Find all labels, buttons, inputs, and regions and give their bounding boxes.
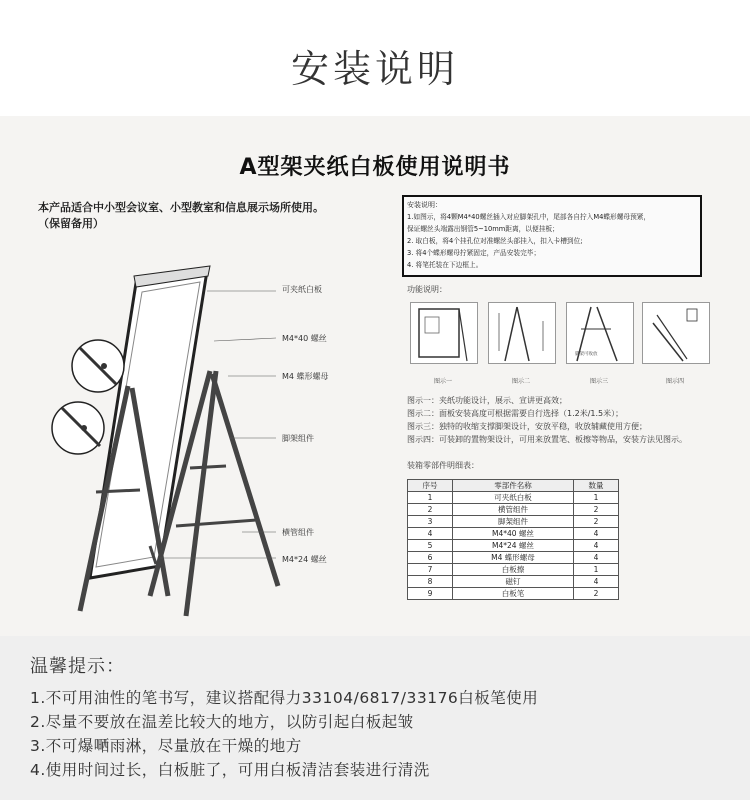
function-desc: 图示一：夹纸功能设计，展示、宣讲更高效； [407, 396, 567, 405]
install-step: 保证螺丝头端露出钢管5~10mm距离，以便挂板； [407, 225, 559, 233]
parts-cell: M4*40 螺丝 [453, 528, 574, 540]
figure-caption: 图示一 [433, 378, 452, 385]
parts-cell: 2 [574, 516, 619, 528]
parts-cell: M4 蝶形螺母 [453, 552, 574, 564]
install-steps-box [402, 195, 702, 277]
parts-cell: 4 [408, 528, 453, 540]
figure-3-thumbnail [566, 302, 634, 364]
height-adjust-icon [489, 303, 555, 363]
parts-cell: 1 [574, 492, 619, 504]
label-board: 可夹纸白板 [282, 285, 322, 294]
parts-row [408, 540, 619, 552]
parts-cell: 脚架组件 [453, 516, 574, 528]
label-crossbar: 横管组件 [282, 528, 314, 537]
parts-cell: 8 [408, 576, 453, 588]
parts-cell: 白板笔 [453, 588, 574, 600]
parts-cell: 1 [408, 492, 453, 504]
parts-cell: 7 [408, 564, 453, 576]
figure-caption: 图示四 [665, 378, 684, 385]
install-step: 4. 将笔托装在下边框上。 [407, 261, 483, 269]
parts-cell: 4 [574, 528, 619, 540]
manual-title: A型架夹纸白板使用说明书 [239, 155, 511, 180]
install-title: 安装说明： [407, 201, 442, 209]
page-header [0, 0, 750, 116]
figure-3-note: 脚架可收放 [575, 352, 598, 357]
page-title: 安装说明 [290, 47, 459, 91]
parts-row [408, 564, 619, 576]
parts-row [408, 516, 619, 528]
function-descriptions [407, 394, 687, 446]
tray-icon [643, 303, 709, 363]
figure-caption: 图示三 [589, 378, 608, 385]
intro-line: 本产品适合中小型会议室、小型教室和信息展示场所使用。 [38, 201, 324, 214]
label-screw-24: M4*24 螺丝 [282, 555, 327, 564]
function-desc: 图示三：独特的收缩支撑脚架设计，安放平稳，收放辅藏使用方便； [407, 422, 647, 431]
function-label: 功能说明： [407, 285, 447, 294]
parts-cell: 3 [408, 516, 453, 528]
parts-row [408, 504, 619, 516]
parts-cell: 9 [408, 588, 453, 600]
install-step: 2. 取白板，将4个挂孔位对准螺丝头部挂入，扣入卡槽到位; [407, 237, 583, 245]
parts-cell: 4 [574, 576, 619, 588]
intro-note: （保留备用） [38, 217, 104, 230]
whiteboard-drawing [90, 266, 210, 578]
parts-table [407, 479, 619, 600]
label-screw-40: M4*40 螺丝 [282, 334, 327, 343]
tip-item: 1.不可用油性的笔书写，建议搭配得力33104/6817/33176白板笔使用 [30, 689, 539, 707]
tip-item: 3.不可爆嗮雨淋，尽量放在干燥的地方 [30, 737, 302, 755]
tip-item: 2.尽量不要放在温差比较大的地方，以防引起白板起皱 [30, 713, 414, 731]
parts-cell: M4*24 螺丝 [453, 540, 574, 552]
parts-cell: 5 [408, 540, 453, 552]
parts-cell: 2 [574, 588, 619, 600]
install-step: 3. 将4个蝶形螺母拧紧固定，产品安装完毕； [407, 249, 541, 257]
parts-cell: 2 [574, 504, 619, 516]
parts-row [408, 552, 619, 564]
parts-row [408, 528, 619, 540]
figure-2-thumbnail [488, 302, 556, 364]
parts-cell: 2 [408, 504, 453, 516]
label-leg-assembly: 脚架组件 [282, 434, 314, 443]
label-wing-nut: M4 蝶形螺母 [282, 372, 329, 381]
header-cell: 数量 [574, 480, 619, 492]
parts-cell: 白板擦 [453, 564, 574, 576]
easel-diagram [0, 116, 400, 636]
board-sketch-icon [411, 303, 477, 363]
function-desc: 图示四：可装卸的置物架设计，可用来放置笔、板擦等物品，安装方法见图示。 [407, 435, 687, 444]
header-cell: 零部件名称 [453, 480, 574, 492]
figure-4-thumbnail [642, 302, 710, 364]
parts-label: 装箱零部件明细表： [407, 461, 479, 470]
parts-row [408, 576, 619, 588]
tips-section [0, 636, 750, 800]
parts-cell: 横管组件 [453, 504, 574, 516]
parts-cell: 6 [408, 552, 453, 564]
install-step: 1.如图示，将4颗M4*40螺丝插入对应脚架孔中，尾部各自拧入M4蝶形螺母预紧， [407, 213, 651, 221]
tip-item: 4.使用时间过长，白板脏了，可用白板清洁套装进行清洗 [30, 761, 430, 779]
figure-caption: 图示二 [511, 378, 530, 385]
parts-cell: 1 [574, 564, 619, 576]
parts-cell: 4 [574, 540, 619, 552]
function-desc: 图示二：面板安装高度可根据需要自行选择（1.2米/1.5米）； [407, 409, 624, 418]
tips-title: 温馨提示： [30, 656, 125, 677]
parts-header-row [408, 480, 619, 492]
parts-cell: 可夹纸白板 [453, 492, 574, 504]
parts-row [408, 492, 619, 504]
parts-cell: 4 [574, 552, 619, 564]
parts-cell: 磁钉 [453, 576, 574, 588]
figure-1-thumbnail [410, 302, 478, 364]
parts-row [408, 588, 619, 600]
header-cell: 序号 [408, 480, 453, 492]
